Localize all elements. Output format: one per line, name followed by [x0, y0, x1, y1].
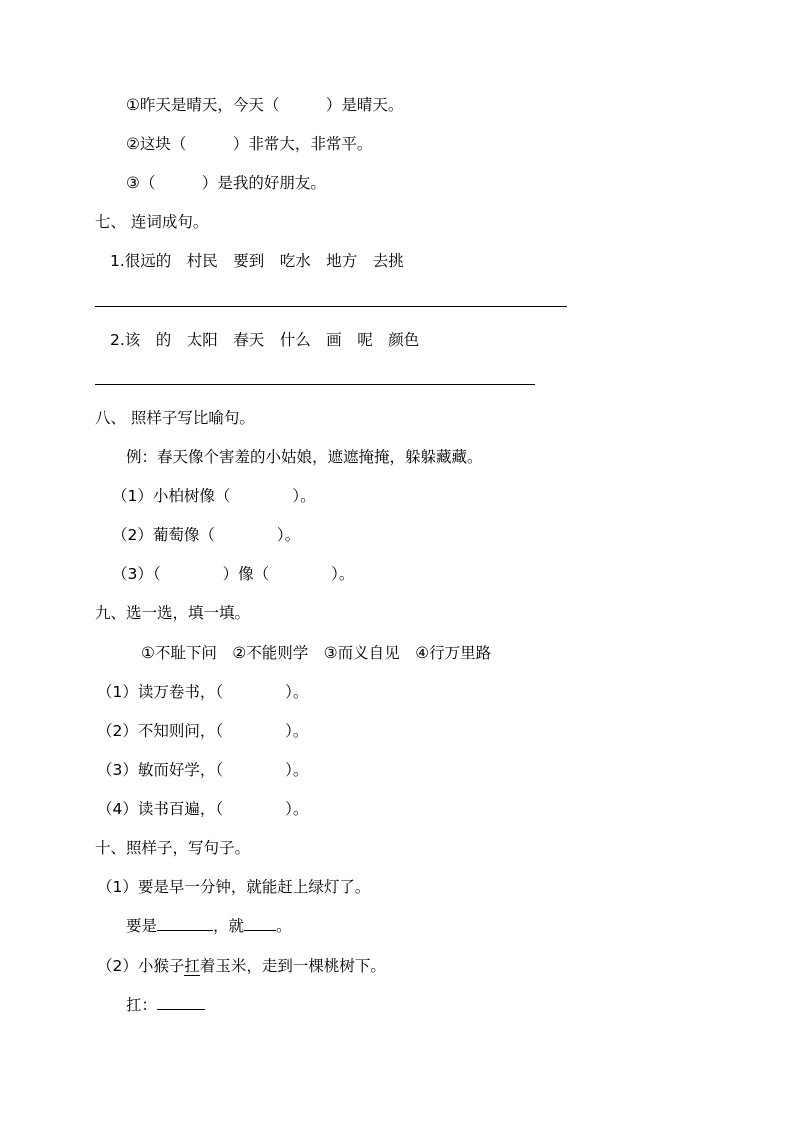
- simile-example: 例：春天像个害羞的小姑娘，遮遮掩掩，躲躲藏藏。: [126, 448, 483, 466]
- example-2-prefix: （2）小猴子: [97, 957, 185, 975]
- blank-1[interactable]: [157, 916, 213, 931]
- underlined-word: 扛: [184, 957, 200, 975]
- fill-item-3: ③（ ）是我的好朋友。: [126, 174, 326, 192]
- simile-item-3: （3）（ ）像（ ）。: [112, 565, 355, 583]
- simile-item-2: （2）葡萄像（ ）。: [112, 526, 301, 544]
- answer-line-1[interactable]: [95, 306, 567, 307]
- sentence-example-2: [97, 956, 386, 976]
- pattern-end: 。: [276, 917, 292, 935]
- idiom-item-2: （2）不知则问，（ ）。: [97, 722, 309, 740]
- pattern-prefix: 要是: [126, 917, 158, 935]
- fill-item-1: ①昨天是晴天，今天（ ）是晴天。: [126, 96, 404, 114]
- answer-line-2[interactable]: [95, 384, 535, 385]
- sentence-pattern-1: [126, 916, 292, 936]
- section-10-heading: 十、照样子，写句子。: [95, 839, 251, 857]
- idiom-item-1: （1）读万卷书，（ ）。: [97, 683, 309, 701]
- section-9-heading: 九、选一选，填一填。: [95, 604, 251, 622]
- pattern-2-label: 扛：: [126, 996, 158, 1014]
- idiom-item-4: （4）读书百遍，（ ）。: [97, 800, 309, 818]
- section-7-heading: 七、 连词成句。: [95, 213, 209, 231]
- fill-item-2: ②这块（ ）非常大，非常平。: [126, 135, 373, 153]
- example-2-suffix: 着玉米，走到一棵桃树下。: [199, 957, 386, 975]
- section-8-heading: 八、 照样子写比喻句。: [95, 409, 255, 427]
- idiom-item-3: （3）敏而好学，（ ）。: [97, 761, 309, 779]
- sentence-example-1: （1）要是早一分钟，就能赶上绿灯了。: [97, 878, 371, 896]
- simile-item-1: （1）小柏树像（ ）。: [112, 487, 316, 505]
- pattern-middle: ，就: [213, 917, 245, 935]
- word-order-q1: 1.很远的 村民 要到 吃水 地方 去挑: [110, 252, 404, 270]
- word-order-q2: 2.该 的 太阳 春天 什么 画 呢 颜色: [110, 331, 420, 349]
- idiom-options: ①不耻下问 ②不能则学 ③而义自见 ④行万里路: [141, 644, 492, 662]
- sentence-pattern-2: [126, 995, 205, 1015]
- blank-3[interactable]: [157, 995, 205, 1010]
- blank-2[interactable]: [244, 916, 276, 931]
